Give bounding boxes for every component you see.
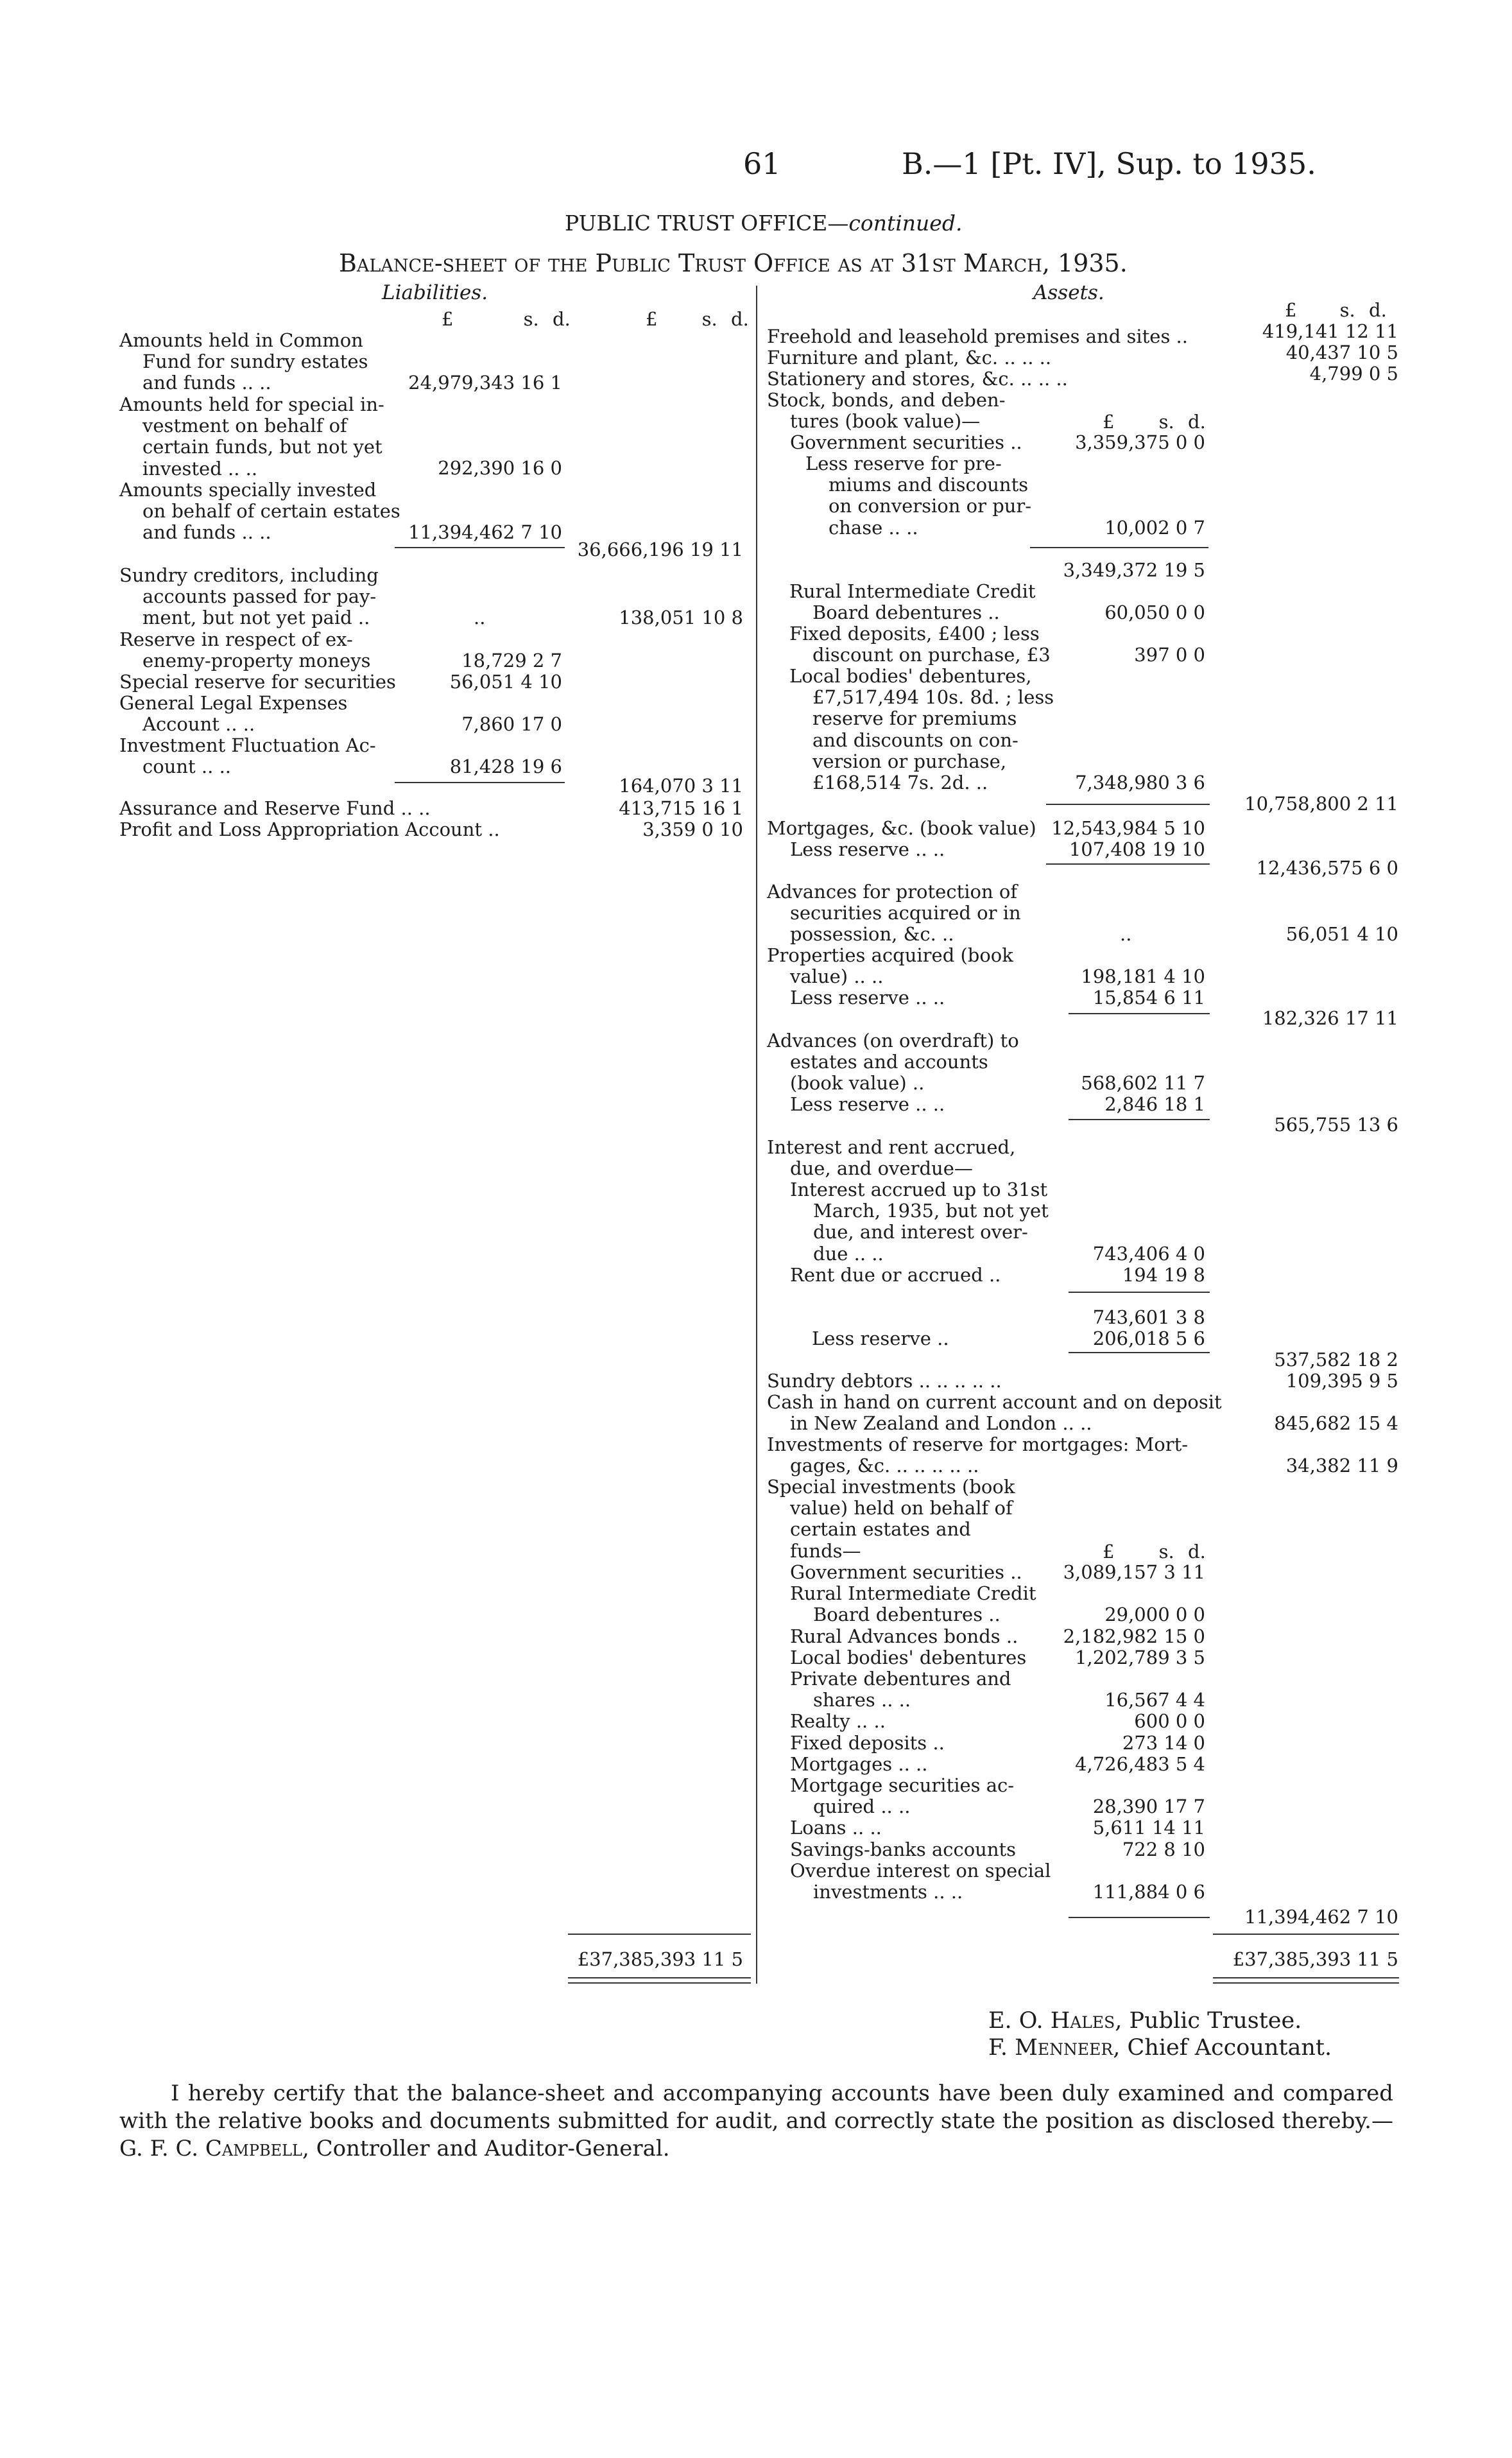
asset-advances-protection: Advances for protection of securities acquired or in possession, &c. .. — [767, 881, 1021, 946]
asset-mortgages-less-amount: 107,408 19 10 — [1069, 838, 1205, 860]
balance-sheet-title: Balance-sheet of the Public Trust Office as at 31st March, 1935. — [339, 249, 1128, 277]
signature-public-trustee: E. O. Hales, Public Trustee. — [988, 2008, 1302, 2034]
assets-units: £ s. d. — [1285, 299, 1387, 321]
special-item-label: Realty .. .. — [790, 1710, 886, 1733]
asset-properties-net: 182,326 17 11 — [1262, 1007, 1398, 1029]
asset-mortgages-amount: 12,543,984 5 10 — [1051, 817, 1205, 839]
liab-investment-fluctuation-amount: 81,428 19 6 — [449, 756, 562, 777]
asset-interest-less-amount: 206,018 5 6 — [1092, 1328, 1205, 1349]
asset-total-rule-top — [1213, 1934, 1399, 1935]
asset-local-bodies: Local bodies' debentures, £7,517,494 10s. 8d. ; less reserve for premiums and discounts on con- version or purchase, £168,514 7s. 2d. .. — [789, 665, 1054, 794]
asset-stock-total: 10,758,800 2 11 — [1244, 793, 1398, 815]
asset-overdraft-amount: 568,602 11 7 — [1081, 1072, 1205, 1094]
asset-mortgages: Mortgages, &c. (book value) — [767, 817, 1036, 839]
special-item-label: Savings-banks accounts — [790, 1838, 1017, 1860]
asset-interest-net: 537,582 18 2 — [1274, 1349, 1398, 1371]
asset-total: £37,385,393 11 5 — [1232, 1948, 1398, 1970]
asset-stock-govt: Government securities .. — [790, 431, 1022, 453]
asset-stationery-amount: 4,799 0 5 — [1309, 363, 1398, 385]
liab-profit-loss: Profit and Loss Appropriation Account .. — [119, 818, 500, 840]
liab-sundry-creditors-amount: 138,051 10 8 — [619, 607, 743, 628]
special-item-label: Private debentures and shares .. .. — [790, 1668, 1011, 1711]
signature-chief-accountant: F. Menneer, Chief Accountant. — [988, 2035, 1332, 2061]
asset-furniture-amount: 40,437 10 5 — [1285, 342, 1398, 363]
asset-rural-credit-amount: 60,050 0 0 — [1104, 602, 1205, 623]
liab-total-rule-bottom2 — [568, 1982, 751, 1984]
asset-interest-rent: Rent due or accrued .. — [790, 1264, 1001, 1286]
liab-subtotal-1: 36,666,196 19 11 — [577, 539, 743, 560]
asset-cash-amount: 845,682 15 4 — [1274, 1412, 1398, 1434]
column-divider — [756, 286, 757, 1984]
liab-total: £37,385,393 11 5 — [577, 1948, 743, 1970]
liab-profit-loss-amount: 3,359 0 10 — [642, 818, 743, 840]
special-item-amount: 5,611 14 11 — [1092, 1817, 1205, 1839]
asset-stationery: Stationery and stores, &c. .. .. .. — [767, 368, 1068, 390]
asset-interest-sum: 743,601 3 8 — [1092, 1306, 1205, 1328]
asset-fixed-deposits: Fixed deposits, £400 ; less discount on purchase, £3 — [789, 623, 1051, 666]
liab-general-legal: General Legal Expenses Account .. .. — [119, 692, 348, 736]
liab-units-col2: £ s. d. — [646, 308, 749, 330]
liab-special-investment: Amounts held for special in- vestment on behalf of certain funds, but not yet invested .. .. — [119, 394, 384, 480]
asset-cash: Cash in hand on current account and on deposit in New Zealand and London .. .. — [767, 1391, 1222, 1435]
liab-special-investment-amount: 292,390 16 0 — [438, 457, 562, 479]
asset-properties-amount: 198,181 4 10 — [1081, 965, 1205, 987]
asset-stock: Stock, bonds, and deben- tures (book value)— — [767, 389, 1006, 433]
asset-fixed-deposits-amount: 397 0 0 — [1134, 644, 1205, 666]
asset-advances-protection-leader: .. — [1120, 923, 1132, 945]
special-item-amount: 2,182,982 15 0 — [1063, 1625, 1205, 1647]
asset-interest-accrued-amount: 743,406 4 0 — [1092, 1243, 1205, 1265]
special-item-amount: 3,089,157 3 11 — [1063, 1561, 1205, 1583]
special-item-amount: 29,000 0 0 — [1104, 1604, 1205, 1626]
liab-reserve-enemy: Reserve in respect of ex- enemy-property moneys — [119, 628, 371, 672]
section-caption — [565, 211, 962, 236]
special-item-label: Government securities .. — [790, 1561, 1022, 1583]
asset-special: Special investments (book value) held on behalf of certain estates and funds— — [767, 1476, 1015, 1562]
asset-interest-rent-amount: 194 19 8 — [1122, 1264, 1205, 1286]
asset-reserve-investments-amount: 34,382 11 9 — [1285, 1455, 1398, 1476]
liab-sundry-creditors: Sundry creditors, including accounts passed for pay- ment, but not yet paid .. — [119, 564, 379, 629]
special-item-amount: 722 8 10 — [1122, 1838, 1205, 1860]
asset-overdraft-less: Less reserve .. .. — [790, 1093, 945, 1115]
asset-mortgages-less: Less reserve .. .. — [790, 838, 945, 860]
asset-advances-protection-amount: 56,051 4 10 — [1285, 923, 1398, 945]
special-item-amount: 28,390 17 7 — [1092, 1796, 1205, 1818]
liab-rule-1 — [395, 547, 565, 548]
asset-properties-less-amount: 15,854 6 11 — [1092, 987, 1205, 1008]
liab-specially-invested-amount: 11,394,462 7 10 — [408, 521, 562, 543]
asset-stock-less-reserve: Less reserve for pre- miums and discounts on conversion or pur- chase .. .. — [805, 453, 1032, 539]
special-item-amount: 600 0 0 — [1134, 1710, 1205, 1733]
special-item-amount: 273 14 0 — [1122, 1731, 1205, 1754]
asset-local-bodies-amount: 7,348,980 3 6 — [1075, 772, 1205, 793]
caption-main: PUBLIC TRUST OFFICE— — [565, 211, 849, 236]
asset-stock-less-reserve-amount: 10,002 0 7 — [1104, 517, 1205, 539]
special-item-label: Fixed deposits .. — [790, 1731, 945, 1754]
special-item-amount: 111,884 0 6 — [1092, 1881, 1205, 1903]
special-item-label: Overdue interest on special investments .. .. — [790, 1859, 1051, 1903]
asset-special-units: £ s. d. — [1103, 1541, 1206, 1562]
asset-stock-rule-2 — [1046, 804, 1210, 805]
special-item-label: Rural Intermediate Credit Board debentures .. — [790, 1582, 1036, 1626]
special-item-label: Rural Advances bonds .. — [790, 1625, 1018, 1647]
asset-overdraft-rule — [1069, 1119, 1210, 1120]
liab-subtotal-2: 164,070 3 11 — [619, 775, 743, 797]
asset-properties: Properties acquired (book value) .. .. — [767, 944, 1013, 988]
asset-freehold: Freehold and leasehold premises and sites .. — [767, 325, 1188, 347]
liab-rule-2 — [395, 782, 565, 783]
liab-total-rule-top — [568, 1934, 751, 1935]
special-item-amount: 1,202,789 3 5 — [1075, 1646, 1205, 1668]
asset-interest-accrued: Interest accrued up to 31st March, 1935, but not yet due, and interest over- due .. .. — [790, 1179, 1049, 1265]
asset-rural-credit: Rural Intermediate Credit Board debentures .. — [789, 580, 1036, 624]
asset-stock-rule-1 — [1030, 547, 1208, 548]
liab-investment-fluctuation: Investment Fluctuation Ac- count .. .. — [119, 734, 376, 778]
liab-assurance-amount: 413,715 16 1 — [619, 797, 743, 819]
liab-common-fund-amount: 24,979,343 16 1 — [408, 372, 562, 394]
liab-total-rule-bottom1 — [568, 1977, 751, 1978]
liab-assurance: Assurance and Reserve Fund .. .. — [119, 797, 431, 819]
special-item-label: Local bodies' debentures — [790, 1646, 1027, 1668]
asset-properties-rule — [1069, 1013, 1210, 1014]
asset-overdraft-less-amount: 2,846 18 1 — [1104, 1093, 1205, 1115]
liab-units-col1: £ s. d. — [442, 308, 571, 330]
asset-mortgages-net: 12,436,575 6 0 — [1256, 857, 1398, 879]
document-reference: B.—1 [Pt. IV], Sup. to 1935. — [902, 146, 1316, 181]
special-item-amount: 4,726,483 5 4 — [1075, 1753, 1205, 1775]
asset-overdraft: Advances (on overdraft) to estates and accounts (book value) .. — [767, 1030, 1019, 1095]
caption-italic: continued. — [848, 211, 963, 236]
asset-furniture: Furniture and plant, &c. .. .. .. — [767, 347, 1052, 368]
liab-specially-invested: Amounts specially invested on behalf of certain estates and funds .. .. — [119, 479, 400, 544]
asset-interest: Interest and rent accrued, due, and overdue— — [767, 1136, 1016, 1180]
liab-common-fund: Amounts held in Common Fund for sundry estates and funds .. .. — [119, 329, 368, 394]
asset-stock-govt-amount: 3,359,375 0 0 — [1075, 431, 1205, 453]
liab-sundry-creditors-leader: .. — [474, 607, 486, 628]
asset-interest-rule-2 — [1069, 1352, 1210, 1353]
special-item-label: Mortgages .. .. — [790, 1753, 928, 1775]
asset-overdraft-net: 565,755 13 6 — [1274, 1114, 1398, 1136]
liab-reserve-enemy-amount: 18,729 2 7 — [461, 650, 562, 671]
assets-heading: Assets. — [1033, 281, 1104, 304]
liab-special-reserve: Special reserve for securities — [119, 671, 396, 693]
asset-mortgages-rule — [1046, 863, 1210, 865]
liab-special-reserve-amount: 56,051 4 10 — [449, 671, 562, 693]
special-item-amount: 16,567 4 4 — [1104, 1689, 1205, 1711]
asset-interest-less: Less reserve .. — [812, 1328, 949, 1349]
asset-properties-less: Less reserve .. .. — [790, 987, 945, 1008]
asset-special-rule — [1069, 1917, 1210, 1918]
audit-certificate: I hereby certify that the balance-sheet and accompanying accounts have been duly examined and compared with the relative books and documents submitted for audit, and correctly state the position as disclosed thereby.—G. F. C. Campbell, Controller and Auditor-General. — [119, 2081, 1393, 2161]
asset-reserve-investments: Investments of reserve for mortgages: Mort- gages, &c. .. .. .. .. .. — [767, 1433, 1189, 1477]
asset-interest-rule-1 — [1069, 1292, 1210, 1293]
liabilities-heading: Liabilities. — [382, 281, 488, 304]
asset-stock-net: 3,349,372 19 5 — [1063, 559, 1205, 581]
special-item-label: Loans .. .. — [790, 1817, 882, 1839]
asset-freehold-amount: 419,141 12 11 — [1262, 320, 1398, 342]
asset-sundry-debtors: Sundry debtors .. .. .. .. .. — [767, 1370, 1002, 1392]
liab-general-legal-amount: 7,860 17 0 — [461, 713, 562, 735]
page-number: 61 — [743, 146, 781, 181]
asset-stock-units: £ s. d. — [1103, 411, 1206, 433]
asset-special-total: 11,394,462 7 10 — [1244, 1906, 1398, 1928]
asset-sundry-debtors-amount: 109,395 9 5 — [1285, 1370, 1398, 1392]
special-item-label: Mortgage securities ac- quired .. .. — [790, 1774, 1015, 1818]
asset-total-rule-bottom1 — [1213, 1977, 1399, 1978]
asset-total-rule-bottom2 — [1213, 1982, 1399, 1984]
